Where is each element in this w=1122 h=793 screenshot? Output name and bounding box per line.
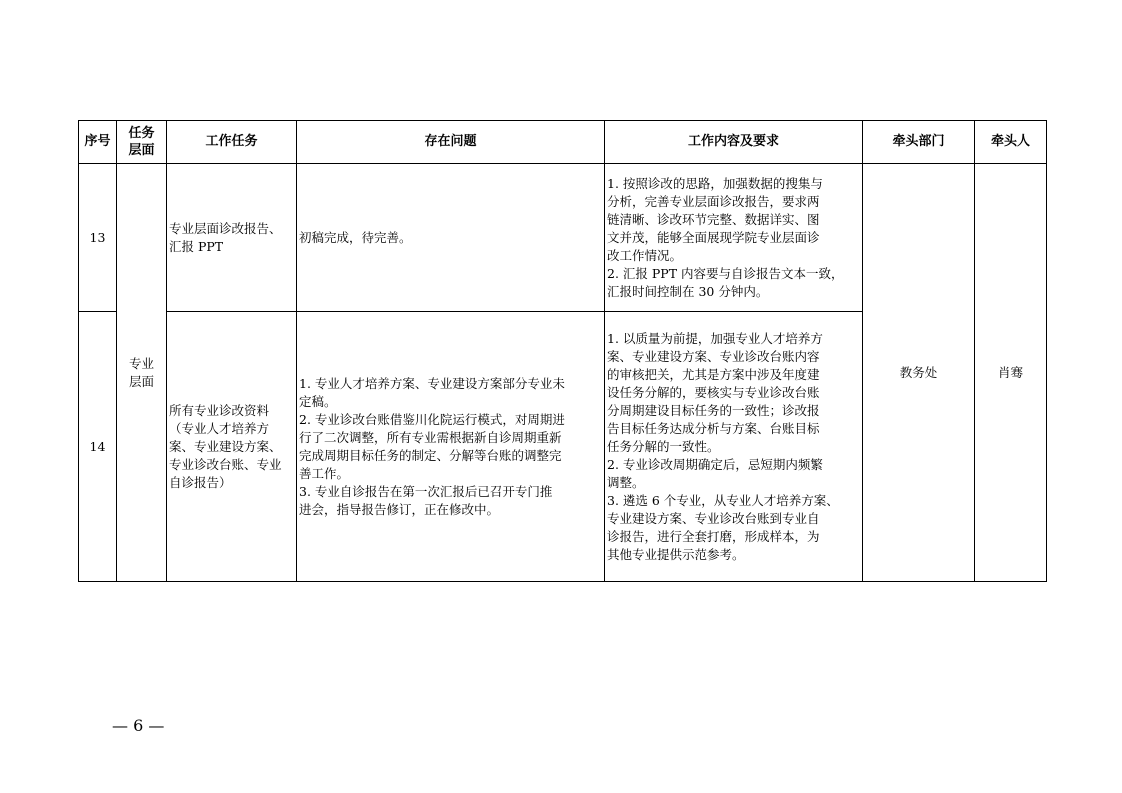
cell-line: 1. 以质量为前提，加强专业人才培养方 [607, 330, 823, 346]
cell-line: 的审核把关，尤其是方案中涉及年度建 [607, 366, 820, 382]
cell-line: 调整。 [607, 474, 645, 490]
cell-line: 1. 按照诊改的思路，加强数据的搜集与 [607, 175, 823, 191]
cell-line: 进会，指导报告修订，正在修改中。 [299, 501, 500, 517]
cell-line: 告目标任务达成分析与方案、台账目标 [607, 420, 820, 436]
cell-line: 汇报时间控制在 30 分钟内。 [607, 283, 769, 299]
cell-line: 专业建设方案、专业诊改台账到专业自 [607, 510, 820, 526]
cell-line: 专业层面诊改报告、 [169, 220, 282, 236]
cell-line: 诊报告，进行全套打磨，形成样本，为 [607, 528, 820, 544]
cell-line: 专业诊改台账、专业 [169, 456, 282, 472]
cell-line: 案、专业建设方案、 [169, 438, 282, 454]
row-task [167, 312, 297, 582]
row-seq: 14 [79, 312, 117, 582]
row-task-lines [169, 402, 294, 492]
row-problem [297, 164, 605, 312]
row-problem-lines [299, 375, 602, 519]
cell-line: 分析，完善专业层面诊改报告，要求两 [607, 193, 820, 209]
cell-line: 3. 遴选 6 个专业，从专业人才培养方案、 [607, 492, 839, 508]
shared-department-cell: 教务处 [863, 164, 975, 582]
table-row [79, 164, 1047, 312]
cell-line: 完成周期目标任务的制定、分解等台账的调整完 [299, 447, 562, 463]
task-table [78, 120, 1047, 582]
cell-line: 所有专业诊改资料 [169, 402, 270, 418]
header-level-label [119, 125, 164, 159]
cell-line: 改工作情况。 [607, 247, 683, 263]
cell-line: 自诊报告） [169, 474, 232, 490]
row-problem [297, 312, 605, 582]
row-requirement [605, 312, 863, 582]
header-leader: 牵头人 [975, 121, 1047, 164]
cell-line: 其他专业提供示范参考。 [607, 546, 745, 562]
header-department: 牵头部门 [863, 121, 975, 164]
cell-line: 3. 专业自诊报告在第一次汇报后已召开专门推 [299, 483, 553, 499]
label-line: 专业 [128, 355, 154, 371]
cell-line: 行了二次调整，所有专业需根据新自诊周期重新 [299, 429, 562, 445]
row-task-lines [169, 220, 294, 256]
label-line: 层面 [128, 373, 154, 389]
header-level [117, 121, 167, 164]
row-seq: 13 [79, 164, 117, 312]
cell-line: 定稿。 [299, 393, 337, 409]
row-requirement-lines [607, 175, 860, 301]
label-line: 任务 [128, 126, 155, 141]
cell-line: 1. 专业人才培养方案、专业建设方案部分专业未 [299, 375, 565, 391]
cell-line: 2. 汇报 PPT 内容要与自诊报告文本一致， [607, 265, 844, 281]
cell-line: 善工作。 [299, 465, 350, 481]
cell-line: 2. 专业诊改台账借鉴川化院运行模式，对周期进 [299, 411, 565, 427]
cell-line: 任务分解的一致性。 [607, 438, 720, 454]
page-number: — 6 — [112, 716, 165, 735]
cell-line: 2. 专业诊改周期确定后，忌短期内频繁 [607, 456, 823, 472]
shared-level-label [119, 355, 164, 391]
cell-line: 案、专业建设方案、专业诊改台账内容 [607, 348, 820, 364]
cell-line: 链清晰、诊改环节完整、数据详实、图 [607, 211, 820, 227]
cell-line: （专业人才培养方 [169, 420, 270, 436]
cell-line: 设任务分解的，要核实与专业诊改台账 [607, 384, 820, 400]
row-requirement-lines [607, 330, 860, 564]
header-row [79, 121, 1047, 164]
cell-line: 初稿完成，待完善。 [299, 229, 412, 245]
row-problem-lines [299, 229, 602, 247]
header-requirement: 工作内容及要求 [605, 121, 863, 164]
header-problem: 存在问题 [297, 121, 605, 164]
row-task [167, 164, 297, 312]
label-line: 层面 [128, 143, 155, 158]
shared-leader-cell: 肖骞 [975, 164, 1047, 582]
cell-line: 文并茂，能够全面展现学院专业层面诊 [607, 229, 820, 245]
cell-line: 汇报 PPT [169, 238, 224, 254]
header-task: 工作任务 [167, 121, 297, 164]
cell-line: 分周期建设目标任务的一致性；诊改报 [607, 402, 820, 418]
row-requirement [605, 164, 863, 312]
shared-level-cell [117, 164, 167, 582]
header-seq: 序号 [79, 121, 117, 164]
